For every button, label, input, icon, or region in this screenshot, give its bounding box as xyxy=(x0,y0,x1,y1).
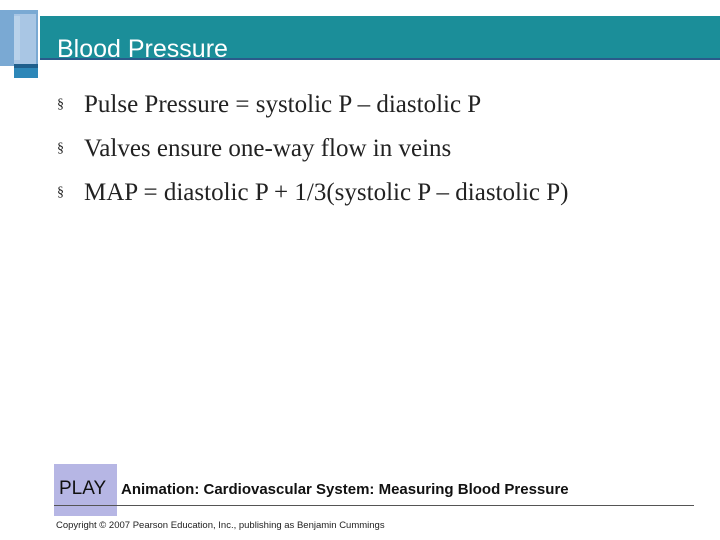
bullet-item xyxy=(57,88,568,132)
footer-divider xyxy=(54,505,694,506)
accent-block-bottom-edge xyxy=(14,64,38,68)
slide-title: Blood Pressure xyxy=(57,35,228,58)
bullet-text: MAP = diastolic P + 1/3(systolic P – diastolic P) xyxy=(84,179,569,206)
accent-bar xyxy=(14,16,20,60)
play-button[interactable] xyxy=(54,464,117,516)
bullet-item xyxy=(57,176,568,220)
animation-title: Animation: Cardiovascular System: Measuring Blood Pressure xyxy=(121,481,569,498)
bullet-item xyxy=(57,132,568,176)
bullet-text: Pulse Pressure = systolic P – diastolic P xyxy=(84,91,482,118)
bullet-list xyxy=(57,88,568,220)
bullet-text: Valves ensure one-way flow in veins xyxy=(84,135,452,162)
copyright-text: Copyright © 2007 Pearson Education, Inc., publishing as Benjamin Cummings xyxy=(56,520,385,531)
bullet-icon: § xyxy=(57,141,64,156)
bullet-icon: § xyxy=(57,97,64,112)
bullet-icon: § xyxy=(57,185,64,200)
title-underline xyxy=(40,58,720,60)
play-button-label: PLAY xyxy=(59,478,107,499)
